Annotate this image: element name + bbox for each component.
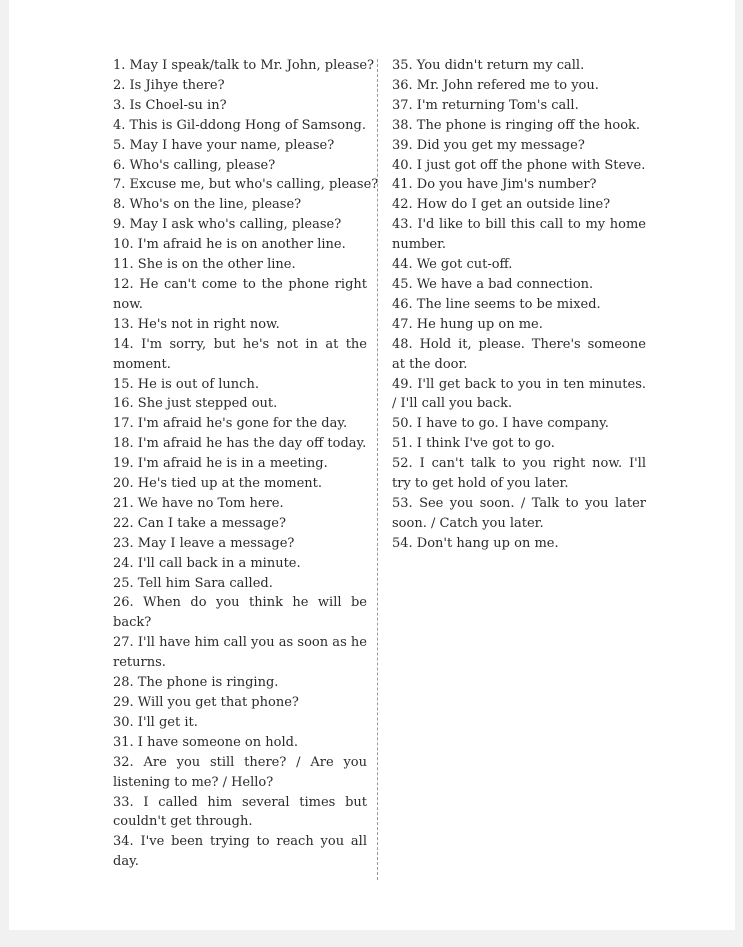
phrase-item: 37. I'm returning Tom's call.: [392, 97, 579, 113]
phrase-item: 18. I'm afraid he has the day off today.: [113, 436, 367, 452]
phrase-item: 35. You didn't return my call.: [392, 58, 585, 73]
phrase-item: 51. I think I've got to go.: [392, 436, 555, 452]
phrase-item: 19. I'm afraid he is in a meeting.: [113, 456, 328, 472]
phrase-item: 11. She is on the other line.: [113, 257, 296, 273]
phrase-item: 9. May I ask who's calling, please?: [113, 217, 342, 233]
phrase-item: 42. How do I get an outside line?: [392, 197, 611, 213]
phrase-item: 14. I'm sorry, but he's not in at the moment.: [113, 336, 367, 372]
phrase-item: 15. He is out of lunch.: [113, 376, 259, 392]
phrase-item: 29. Will you get that phone?: [113, 695, 299, 710]
phrase-item: 13. He's not in right now.: [113, 316, 280, 332]
phrase-item: 27. I'll have him call you as soon as he returns.: [113, 635, 367, 671]
phrase-item: 50. I have to go. I have company.: [392, 416, 609, 432]
phrase-item: 33. I called him several times but couldn't get through.: [113, 794, 367, 830]
phrase-item: 30. I'll get it.: [113, 714, 198, 730]
phrase-item: 32. Are you still there? / Are you listening to me? / Hello?: [113, 754, 367, 790]
phrase-item: 53. See you soon. / Talk to you later soon. / Catch you later.: [392, 495, 646, 531]
phrase-item: 25. Tell him Sara called.: [113, 575, 273, 591]
phrase-item: 3. Is Choel-su in?: [113, 97, 227, 113]
phrase-item: 36. Mr. John refered me to you.: [392, 77, 599, 93]
phrase-item: 1. May I speak/talk to Mr. John, please?: [113, 58, 375, 73]
phrase-item: 47. He hung up on me.: [392, 316, 543, 332]
phrase-item: 40. I just got off the phone with Steve.: [392, 157, 646, 173]
phrase-item: 48. Hold it, please. There's someone at the door.: [392, 336, 646, 372]
left-column: [113, 56, 379, 872]
phrase-item: 24. I'll call back in a minute.: [113, 555, 301, 571]
phrase-item: 7. Excuse me, but who's calling, please?: [113, 177, 379, 193]
phrase-item: 21. We have no Tom here.: [113, 495, 284, 511]
phrase-item: 22. Can I take a message?: [113, 515, 286, 531]
right-column: [392, 56, 646, 554]
phrase-item: 26. When do you think he will be back?: [113, 595, 367, 631]
phrase-item: 16. She just stepped out.: [113, 396, 278, 412]
phrase-item: 31. I have someone on hold.: [113, 734, 299, 750]
phrase-item: 44. We got cut-off.: [392, 257, 513, 273]
phrase-item: 49. I'll get back to you in ten minutes. / I'll call you back.: [392, 376, 646, 412]
phrase-item: 46. The line seems to be mixed.: [392, 296, 601, 312]
phrase-item: 23. May I leave a message?: [113, 535, 295, 551]
phrase-item: 6. Who's calling, please?: [113, 157, 276, 173]
phrase-item: 45. We have a bad connection.: [392, 276, 594, 292]
phrase-item: 34. I've been trying to reach you all day.: [113, 834, 367, 870]
phrase-item: 54. Don't hang up on me.: [392, 535, 559, 551]
phrase-item: 38. The phone is ringing off the hook.: [392, 117, 641, 133]
phrase-item: 43. I'd like to bill this call to my home number.: [392, 217, 646, 253]
phrase-item: 52. I can't talk to you right now. I'll try to get hold of you later.: [392, 456, 646, 492]
phrase-item: 41. Do you have Jim's number?: [392, 177, 597, 193]
phrase-item: 2. Is Jihye there?: [113, 77, 225, 93]
phrase-item: 12. He can't come to the phone right now.: [113, 276, 367, 312]
phrase-item: 39. Did you get my message?: [392, 137, 585, 153]
phrase-item: 28. The phone is ringing.: [113, 675, 279, 691]
document-page: [9, 0, 735, 930]
phrase-item: 20. He's tied up at the moment.: [113, 476, 323, 492]
phrase-item: 8. Who's on the line, please?: [113, 197, 302, 213]
phrase-item: 5. May I have your name, please?: [113, 137, 335, 153]
phrase-item: 10. I'm afraid he is on another line.: [113, 237, 346, 253]
phrase-item: 17. I'm afraid he's gone for the day.: [113, 416, 348, 432]
column-divider: [377, 59, 378, 880]
phrase-item: 4. This is Gil-ddong Hong of Samsong.: [113, 117, 366, 133]
